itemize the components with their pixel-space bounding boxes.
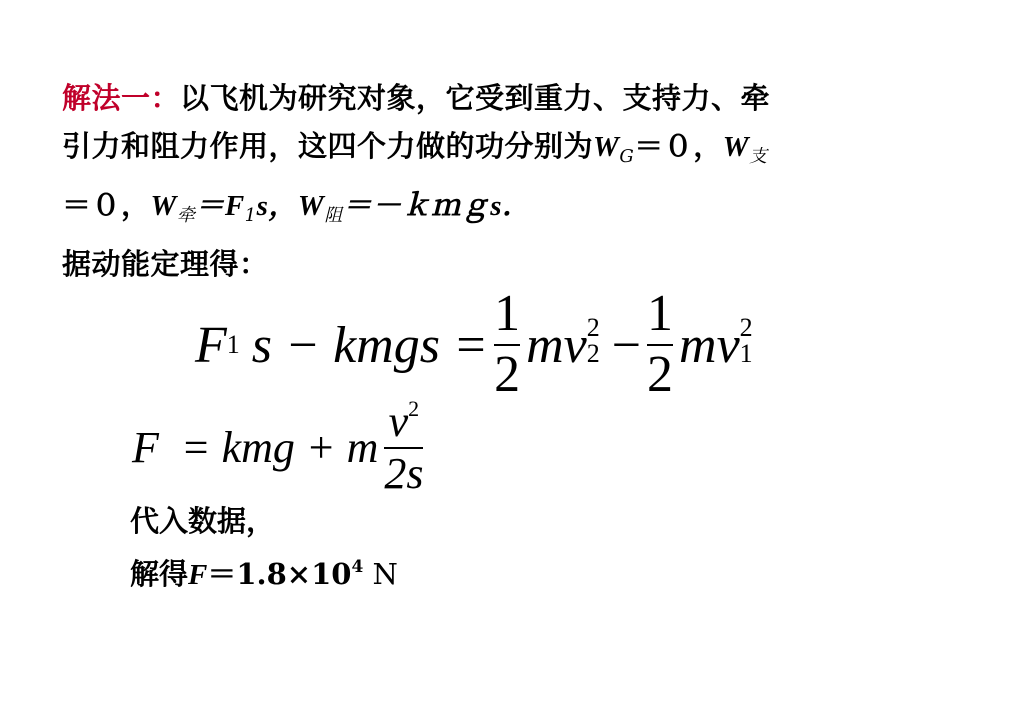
result-value: ＝1.8×10: [207, 557, 352, 591]
eq2-v: v: [388, 397, 409, 447]
result-unit: N: [363, 557, 398, 591]
equals-zero: ＝０，: [62, 188, 151, 222]
eq1-sup: 2: [586, 313, 600, 342]
intro-line-1: [62, 74, 962, 122]
eq1-mv2: mv: [526, 316, 587, 374]
eq1-half-1: [494, 287, 520, 402]
equals-f: ＝F: [195, 190, 245, 222]
intro-line-3: [62, 181, 962, 240]
frac-den: 2: [494, 346, 521, 403]
eq2-numerator: [389, 397, 420, 445]
frac-den: 2: [647, 346, 674, 403]
eq1-f: F: [195, 316, 227, 374]
eq1-mv1: mv: [679, 316, 740, 374]
result-exponent: 4: [351, 557, 364, 577]
eq2-lhs: F = kmg + m: [132, 423, 379, 472]
subscript-1: 1: [244, 205, 257, 226]
equals-zero: ＝０，: [634, 129, 723, 163]
method-label: 解法一：: [62, 81, 181, 115]
eq1-sub: 2: [586, 339, 600, 368]
work-symbol: W: [722, 131, 750, 163]
eq1-sup: 2: [739, 313, 753, 342]
intro-line-4: [62, 240, 962, 288]
work-symbol: W: [593, 131, 620, 163]
result-prefix: 解得: [130, 557, 189, 591]
eq1-sub: 1: [739, 339, 753, 368]
intro-line1-text: 以飞机为研究对象，它受到重力、支持力、牵: [180, 81, 771, 115]
result-line: [130, 544, 398, 598]
eq2-sup: 2: [408, 396, 420, 422]
eq1-sub1: 1: [226, 330, 240, 359]
frac-num: 1: [494, 285, 521, 343]
eq1-minus: −: [611, 316, 642, 374]
subscript-zu: 阻: [324, 205, 343, 226]
eq1-lhs: s − kmgs =: [251, 316, 489, 374]
subscript-zhi: 支: [749, 146, 768, 167]
intro-line2-text: 引力和阻力作用，这四个力做的功分别为: [62, 129, 594, 163]
equation-1: [195, 285, 753, 403]
work-symbol: W: [297, 190, 325, 222]
theorem-text: 据动能定理得：: [62, 247, 269, 281]
intro-line-2: [62, 122, 962, 181]
result-f: F: [188, 559, 208, 591]
s-comma: s，: [256, 190, 298, 222]
eq1-half-2: [647, 287, 673, 402]
equals-neg-kmgs: ＝－ｋｍｇs．: [342, 190, 532, 222]
subscript-g: G: [619, 146, 635, 167]
eq2-fraction: [384, 397, 423, 497]
frac-num: 1: [647, 285, 674, 343]
work-symbol: W: [150, 190, 177, 222]
equation-2: [132, 396, 429, 499]
conclusion: [130, 498, 398, 598]
intro-paragraph: [62, 74, 962, 288]
eq2-denominator: 2s: [384, 449, 424, 499]
substitute-text: 代入数据，: [130, 504, 276, 538]
subscript-qian: 牵: [176, 205, 196, 226]
